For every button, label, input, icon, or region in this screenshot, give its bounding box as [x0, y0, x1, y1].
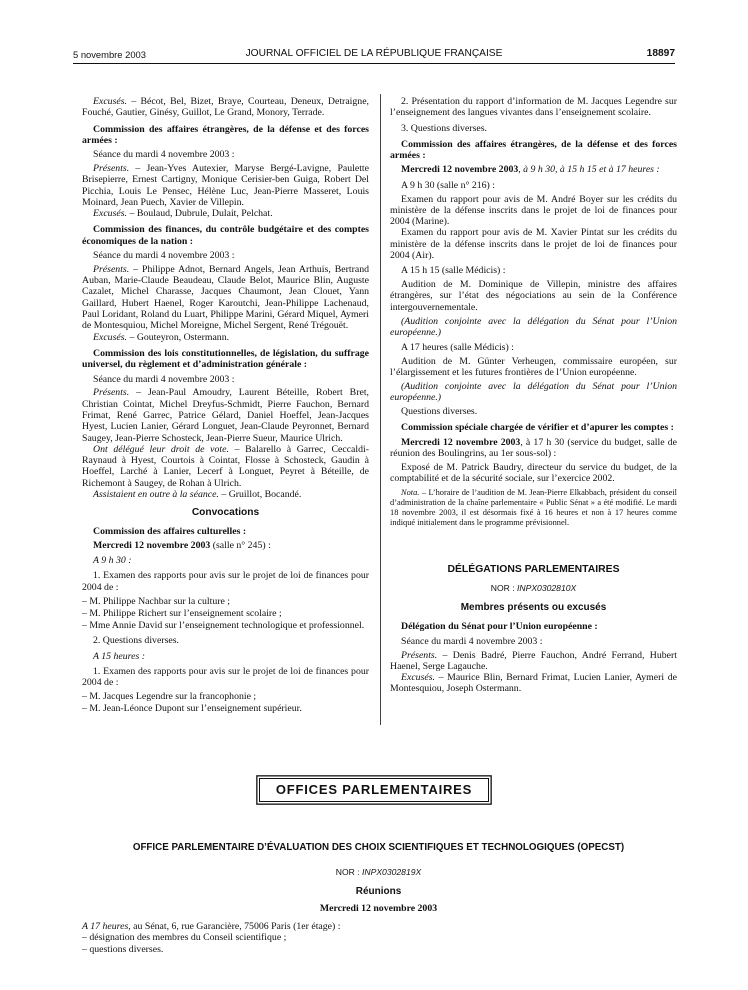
opecst-section [82, 842, 675, 955]
agenda-subitem: – Mme Annie David sur l’enseignement technologique et professionnel. [82, 620, 365, 632]
column-divider [380, 94, 381, 725]
seance-date: Séance du mardi 4 novembre 2003 : [93, 250, 235, 262]
page-number: 18897 [646, 48, 675, 59]
seance-date: Séance du mardi 4 novembre 2003 : [401, 635, 543, 647]
commission-lois-title: Commission des lois constitutionnelles, de législation, du suffrage universel, du règlement et d’administration générale : [82, 347, 369, 371]
excuses-previous: Excusés. – Bécot, Bel, Bizet, Braye, Courteau, Deneux, Detraigne, Fouché, Gautier, Ginésy, Guillot, Le Grand, Monory, Terrade. [82, 96, 369, 119]
membres-heading: Membres présents ou excusés [460, 602, 607, 614]
agenda-subitem: – M. Jacques Legendre sur la francophonie ; [82, 691, 257, 703]
presents-list: Présents. – Jean-Yves Autexier, Maryse Bergé-Lavigne, Paulette Brisepierre, Ernest Cartigny, Monique Cerisier-ben Guiga, Robert Del Picchia, Louis Le Pensec, Hélène Luc, Jean-Pierre Masseret, Louis Moinard, Jean Puech, Xavier de Villepin. [82, 162, 369, 208]
agenda-item: 2. Questions diverses. [93, 635, 179, 647]
audition-conjointe-note: (Audition conjointe avec la délégation du Sénat pour l’Union européenne.) [390, 381, 677, 404]
commission-culturelles-title: Commission des affaires culturelles : [93, 525, 247, 537]
right-column [390, 96, 677, 697]
agenda-paragraph: Examen du rapport pour avis de M. Xavier Pintat sur les crédits du ministère de la défense inscrits dans le projet de loi de finances pour 2004 (Air). [390, 227, 677, 262]
agenda-subitem: – M. Philippe Nachbar sur la culture ; [82, 595, 231, 607]
time-slot: A 9 h 30 (salle n° 216) : [401, 179, 495, 191]
delegations-heading: DÉLÉGATIONS PARLEMENTAIRES [447, 563, 620, 575]
opecst-title: OFFICE PARLEMENTAIRE D’ÉVALUATION DES CHOIX SCIENTIFIQUES ET TECHNOLOGIQUES (OPECST) [132, 842, 625, 853]
header-date: 5 novembre 2003 [73, 49, 146, 60]
offices-parlementaires-box [259, 778, 489, 802]
convocation-date: Mercredi 12 novembre 2003, à 9 h 30, à 15 h 15 et à 17 heures : [401, 164, 660, 176]
seance-date: Séance du mardi 4 novembre 2003 : [93, 149, 235, 161]
nor-reference: NOR : INPX0302810X [490, 582, 577, 593]
presents-list: Présents. – Jean-Paul Amoudry, Laurent Béteille, Robert Bret, Christian Cointat, Michel Dreyfus-Schmidt, Pierre Fauchon, Bernard Frimat, René Garrec, Patrice Gélard, Daniel Hoeffel, Jean-Jacques Hyest, Lucien Lanier, Gérard Longuet, Jean-Claude Peyronnet, Bernard Saugey, Jean-Pierre Schosteck, Jean-Pierre Sueur, Maurice Ulrich. [82, 387, 369, 444]
reunions-heading: Réunions [355, 885, 402, 897]
agenda-item: 1. Examen des rapports pour avis sur le projet de loi de finances pour 2004 de : [82, 570, 369, 593]
presents-list: Présents. – Denis Badré, Pierre Fauchon, André Ferrand, Hubert Haenel, Serge Lagauche. [390, 649, 677, 672]
commission-speciale-title: Commission spéciale chargée de vérifier et d’apurer les comptes : [401, 422, 674, 434]
agenda-paragraph: Audition de M. Günter Verheugen, commissaire européen, sur l’élargissement et les futures frontières de l’Union européenne. [390, 355, 677, 379]
reunion-agenda-item: – questions diverses. [82, 943, 164, 955]
agenda-item: 3. Questions diverses. [401, 122, 487, 134]
commission-affaires-etrangeres-title: Commission des affaires étrangères, de la défense et des forces armées : [82, 123, 369, 146]
delegation-ue-title: Délégation du Sénat pour l’Union européenne : [401, 621, 598, 633]
commission-finances-title: Commission des finances, du contrôle budgétaire et des comptes économiques de la nation : [82, 224, 369, 247]
convocations-heading: Convocations [191, 507, 260, 519]
agenda-paragraph: Audition de M. Dominique de Villepin, ministre des affaires étrangères, sur l’état des négociations au sein de la Conférence intergouvernementale. [390, 279, 677, 313]
excuses-list: Excusés. – Maurice Blin, Bernard Frimat, Lucien Lanier, Aymeri de Montesquiou, Joseph Ostermann. [390, 672, 677, 695]
reunion-date: Mercredi 12 novembre 2003 [319, 902, 438, 914]
time-slot: A 17 heures (salle Médicis) : [401, 342, 514, 354]
excuses-list: Excusés. – Boulaud, Dubrule, Dulait, Pelchat. [93, 208, 273, 220]
agenda-item: 1. Examen des rapports pour avis sur le projet de loi de finances pour 2004 de : [82, 666, 369, 689]
journal-title: JOURNAL OFFICIEL DE LA RÉPUBLIQUE FRANÇAISE [245, 48, 503, 59]
convocation-date: Mercredi 12 novembre 2003 (salle n° 245) : [93, 539, 271, 551]
audition-conjointe-note: (Audition conjointe avec la délégation du Sénat pour l’Union européenne.) [390, 315, 677, 338]
agenda-item: Questions diverses. [401, 406, 478, 418]
presents-list: Présents. – Philippe Adnot, Bernard Angels, Jean Arthuis, Bertrand Auban, Marie-Claude Beaudeau, Claude Belot, Maurice Blin, Auguste Cazalet, Michel Charasse, Jacques Chaumont, Jean Clouet, Yann Gaillard, Hubert Haenel, Roger Karoutchi, Jean-Philippe Lachenaud, Paul Loridant, Roland du Luart, Philippe Marini, Gérard Miquel, Aymeri de Montesquiou, Michel Moreigne, Michel Sergent, René Trégouët. [82, 263, 369, 332]
agenda-subitem: – M. Jean-Léonce Dupont sur l’enseignement supérieur. [82, 703, 302, 715]
agenda-item: 2. Présentation du rapport d’information de M. Jacques Legendre sur l’enseignement des langues vivantes dans l’enseignement scolaire. [390, 96, 677, 119]
nor-reference: NOR : INPX0302819X [335, 867, 422, 878]
time-slot: A 15 h 15 (salle Médicis) : [401, 265, 506, 277]
reunion-agenda-item: – désignation des membres du Conseil scientifique ; [82, 932, 287, 944]
page-header [73, 47, 675, 63]
time-slot: A 15 heures : [93, 650, 145, 662]
assistaient-list: Assistaient en outre à la séance. – Gruillot, Bocandé. [93, 489, 302, 500]
header-rule [73, 63, 675, 64]
convocation-date: Mercredi 12 novembre 2003, à 17 h 30 (service du budget, salle de réunion des Boulingrins, au 1er sous-sol) : [390, 436, 677, 460]
commission-affaires-etrangeres-title: Commission des affaires étrangères, de la défense et des forces armées : [390, 138, 677, 162]
reunion-location: A 17 heures, au Sénat, 6, rue Garancière, 75006 Paris (1er étage) : [82, 921, 341, 933]
offices-heading: OFFICES PARLEMENTAIRES [275, 782, 473, 797]
excuses-list: Excusés. – Gouteyron, Ostermann. [93, 331, 230, 343]
seance-date: Séance du mardi 4 novembre 2003 : [93, 373, 235, 385]
agenda-paragraph: Examen du rapport pour avis de M. André Boyer sur les crédits du ministère de la défense inscrits dans le projet de loi de finances pour 2004 (Marine). [390, 193, 677, 228]
delegation-vote-list: Ont délégué leur droit de vote. – Balarello à Garrec, Ceccaldi-Raynaud à Hyest, Courtois à Cointat, Flosse à Schosteck, Gaudin à Hoeffel, Larché à Lanier, Lecerf à Longuet, Peyret à Béteille, de Richemont à Saugey, de Rohan à Ulrich. [82, 443, 370, 489]
left-column [82, 96, 369, 716]
agenda-paragraph: Exposé de M. Patrick Baudry, directeur du service du budget, de la comptabilité et de la sécurité sociale, sur l’exercice 2002. [390, 461, 677, 485]
agenda-subitem: – M. Philippe Richert sur l’enseignement scolaire ; [82, 607, 282, 619]
nota-note: Nota. – L’horaire de l’audition de M. Jean-Pierre Elkabbach, président du conseil d’administration de la chaîne parlementaire « Public Sénat » a été modifié. Le mardi 18 novembre 2003, il est désormais fixé à 16 heures et non à 17 heures comme indiqué initialement dans le programme prévisionnel. [390, 488, 677, 527]
time-slot: A 9 h 30 : [93, 555, 132, 567]
